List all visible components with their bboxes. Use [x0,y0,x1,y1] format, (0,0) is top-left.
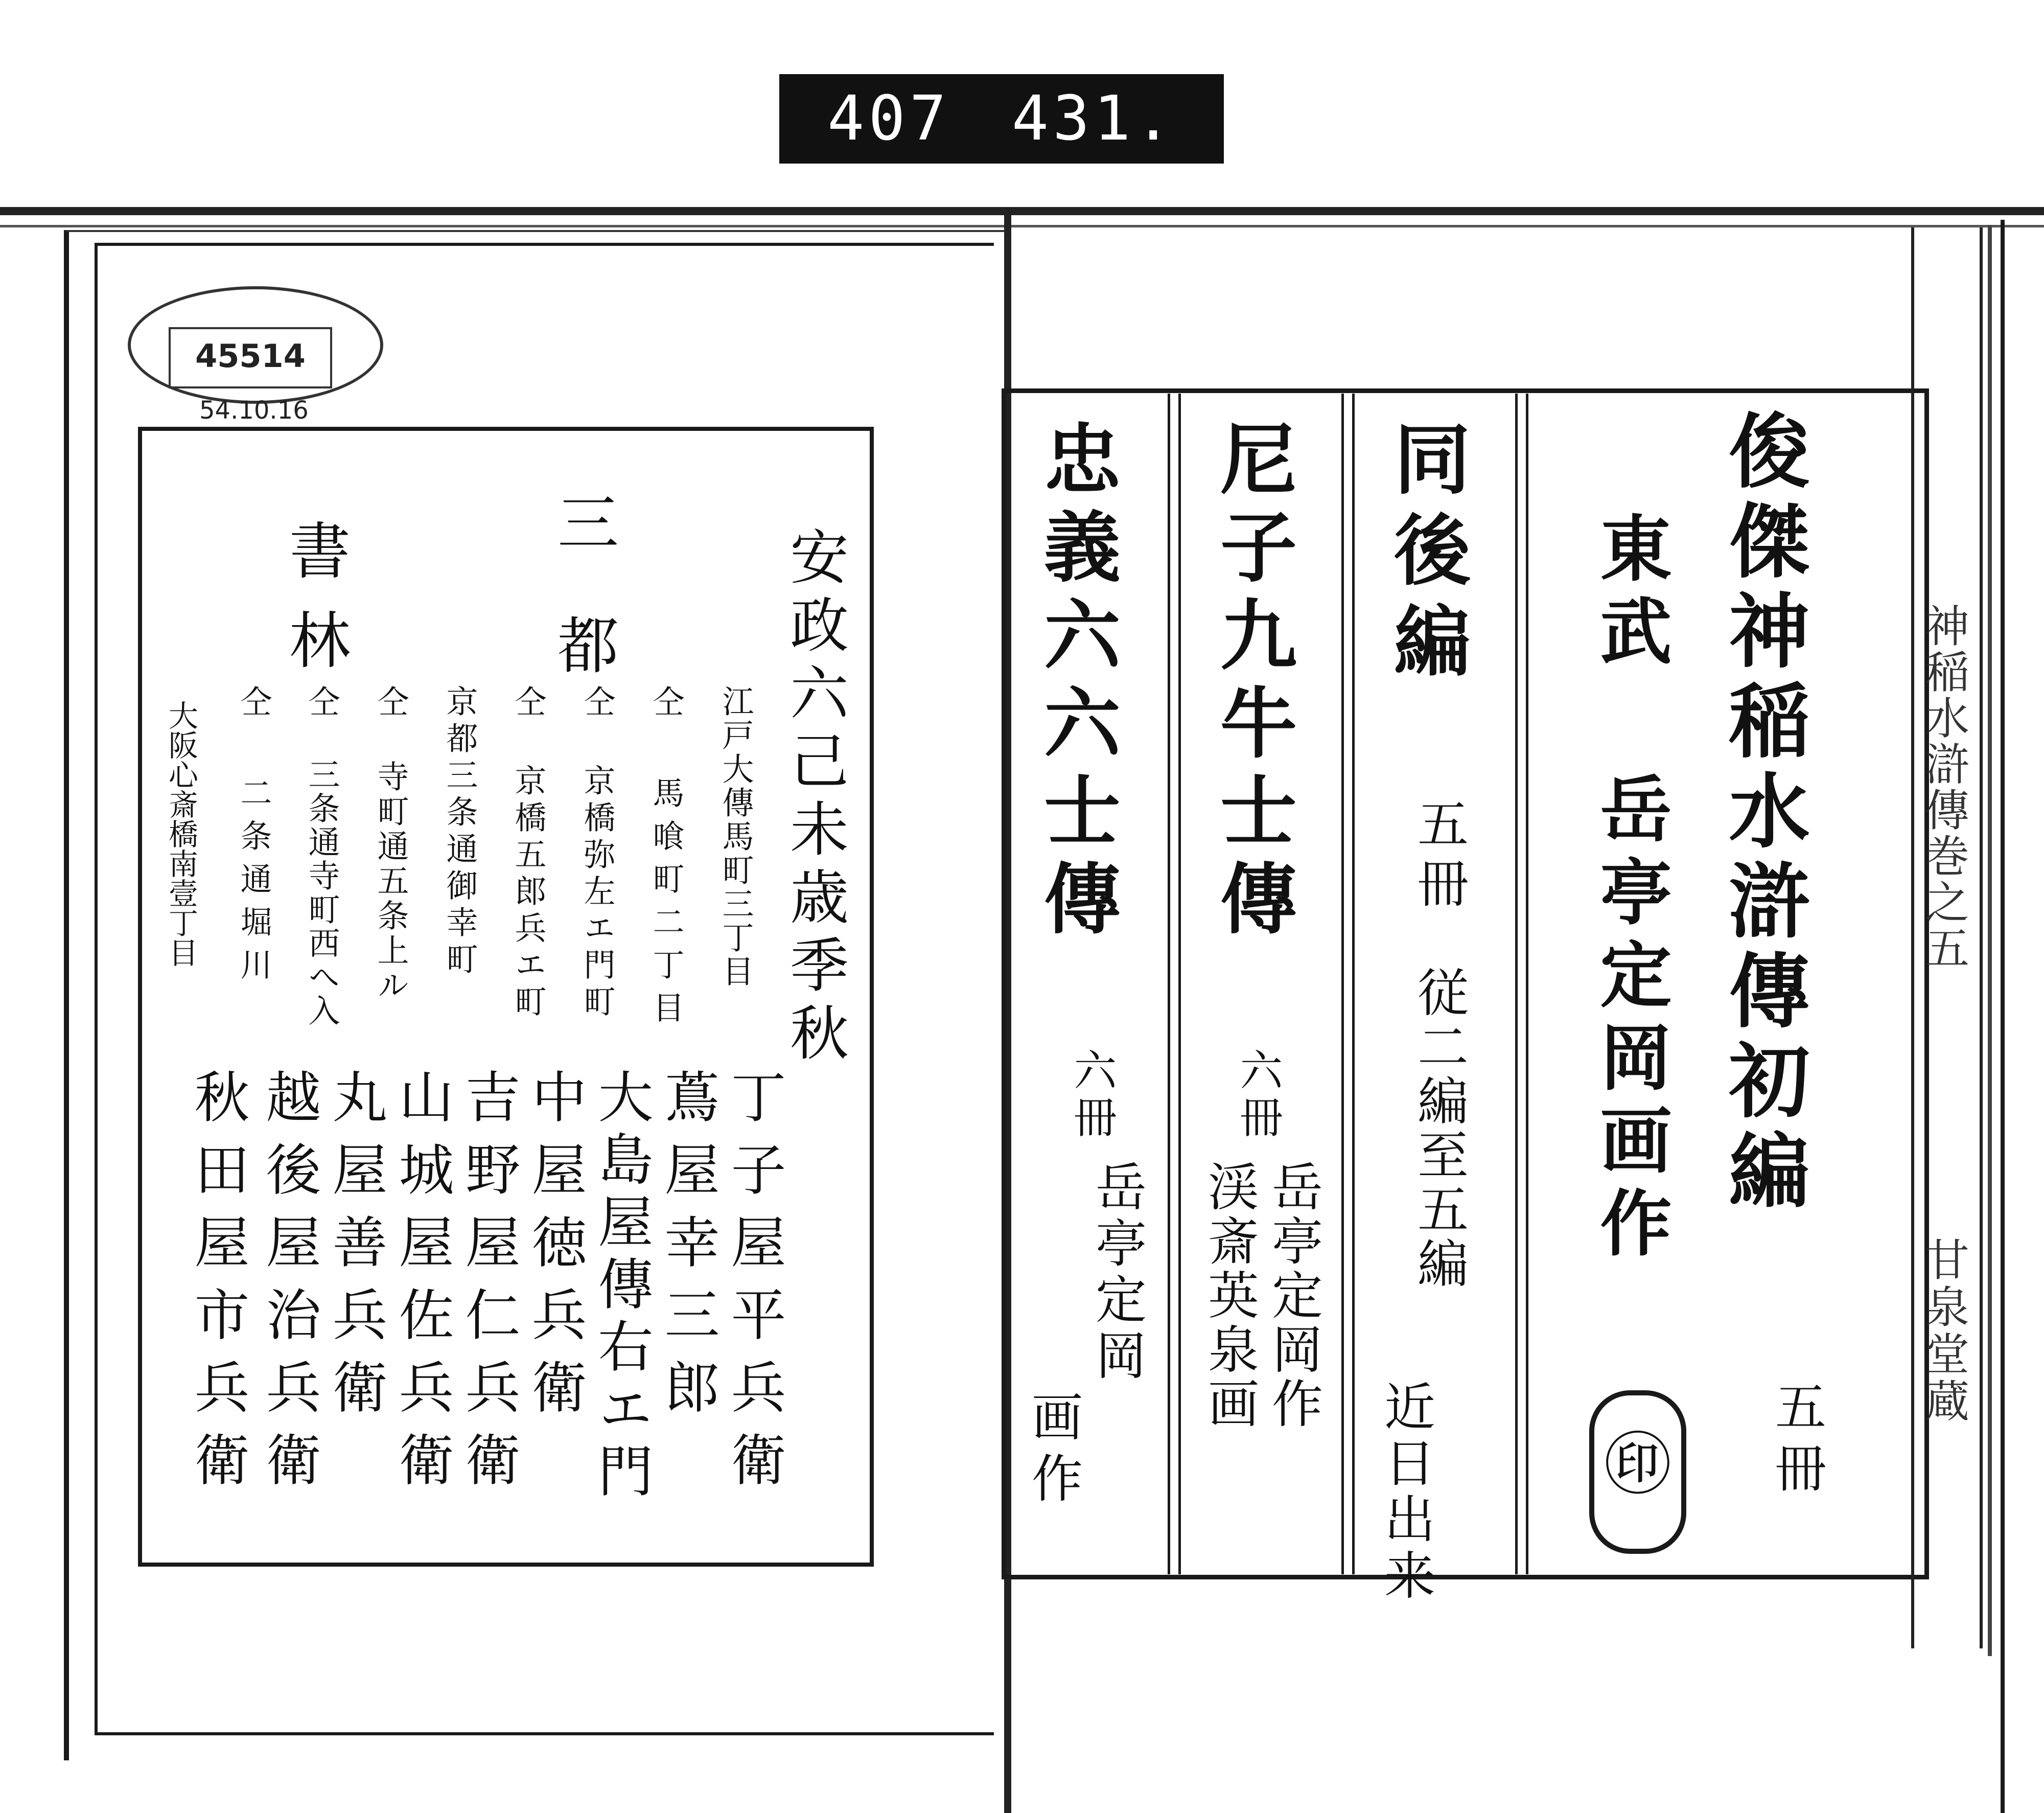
publisher-3: 大島屋傳右エ門 [589,1068,653,1505]
publisher-7: 丸屋善兵衛 [323,1068,387,1431]
address-6: 仝 寺町通五条上ル [372,685,409,1003]
spine-edge [1988,225,1992,1656]
ad-author-4: 岳亭定岡 [1087,1160,1147,1385]
ad-illustrator-3: 渓斎英泉画 [1199,1160,1259,1431]
spine-publisher: 甘泉堂蔵 [1918,1237,1969,1425]
publisher-9: 秋田屋市兵衛 [185,1068,249,1504]
ad-author-3: 岳亭定岡作 [1263,1160,1323,1431]
spine-title: 神稲水滸傳巻之五 [1918,603,1969,971]
publisher-8: 越後屋治兵衛 [257,1068,320,1504]
publisher-4: 中屋徳兵衛 [522,1068,586,1431]
call-number-left: 407 [827,83,950,154]
address-9: 大阪心斎橋南壹丁目 [164,700,198,967]
ad-volumes-1: 五冊 [1767,1380,1826,1503]
colophon-heading-santo: 三都 [547,491,618,736]
publisher-1: 丁子屋平兵衛 [722,1068,785,1504]
ad-note-2: 従二編至五編 [1409,966,1469,1291]
address-5: 京都三条通御幸町 [441,685,478,979]
address-3: 仝 京橋弥左エ門町 [578,685,616,1022]
address-2: 仝 馬喰町二丁目 [647,685,685,1034]
publisher-6: 山城屋佐兵衛 [389,1068,453,1504]
ad-title-3: 尼子九牛士傳 [1207,419,1297,947]
colophon-heading-shorin: 書林 [279,519,350,698]
ad-author-4-suffix: 画作 [1023,1390,1083,1513]
call-number-label [779,74,1224,164]
ad-author-line: 東武 岳亭定岡画作 [1588,511,1672,1269]
address-8: 仝 二条通堀川 [235,685,272,991]
ad-title-4: 忠義六六士傳 [1031,419,1121,947]
column-divider-2 [1341,394,1355,1574]
publisher-5: 吉野屋仁兵衛 [456,1068,520,1504]
column-divider-1 [1168,394,1181,1574]
address-4: 仝 京橋五郎兵エ町 [509,685,547,1022]
ad-title-1: 俊傑神稲水滸傳初編 [1715,409,1810,1219]
ad-volumes-2: 五冊 [1409,797,1469,916]
address-1: 江戸大傳馬町三丁目 [717,685,754,989]
ad-volumes-4: 六冊 [1067,1048,1117,1142]
ad-release-2: 近日出来 [1376,1380,1435,1605]
top-binding-line [0,207,2044,215]
address-7: 仝 三条通寺町西へ入 [303,685,340,1028]
library-stamp-date: 54.10.16 [199,396,309,425]
call-number-right: 431. [1011,83,1176,154]
author-seal-glyph: ㊞ [1604,1426,1671,1503]
ad-title-2: 同後編 [1381,419,1471,692]
ad-volumes-3: 六冊 [1233,1048,1283,1142]
colophon-date-line: 安政六己未歳季秋 [780,526,848,1070]
library-stamp-number: 45514 [195,337,306,375]
column-divider-3 [1515,394,1528,1574]
publisher-2: 蔦屋幸三郎 [655,1068,719,1431]
